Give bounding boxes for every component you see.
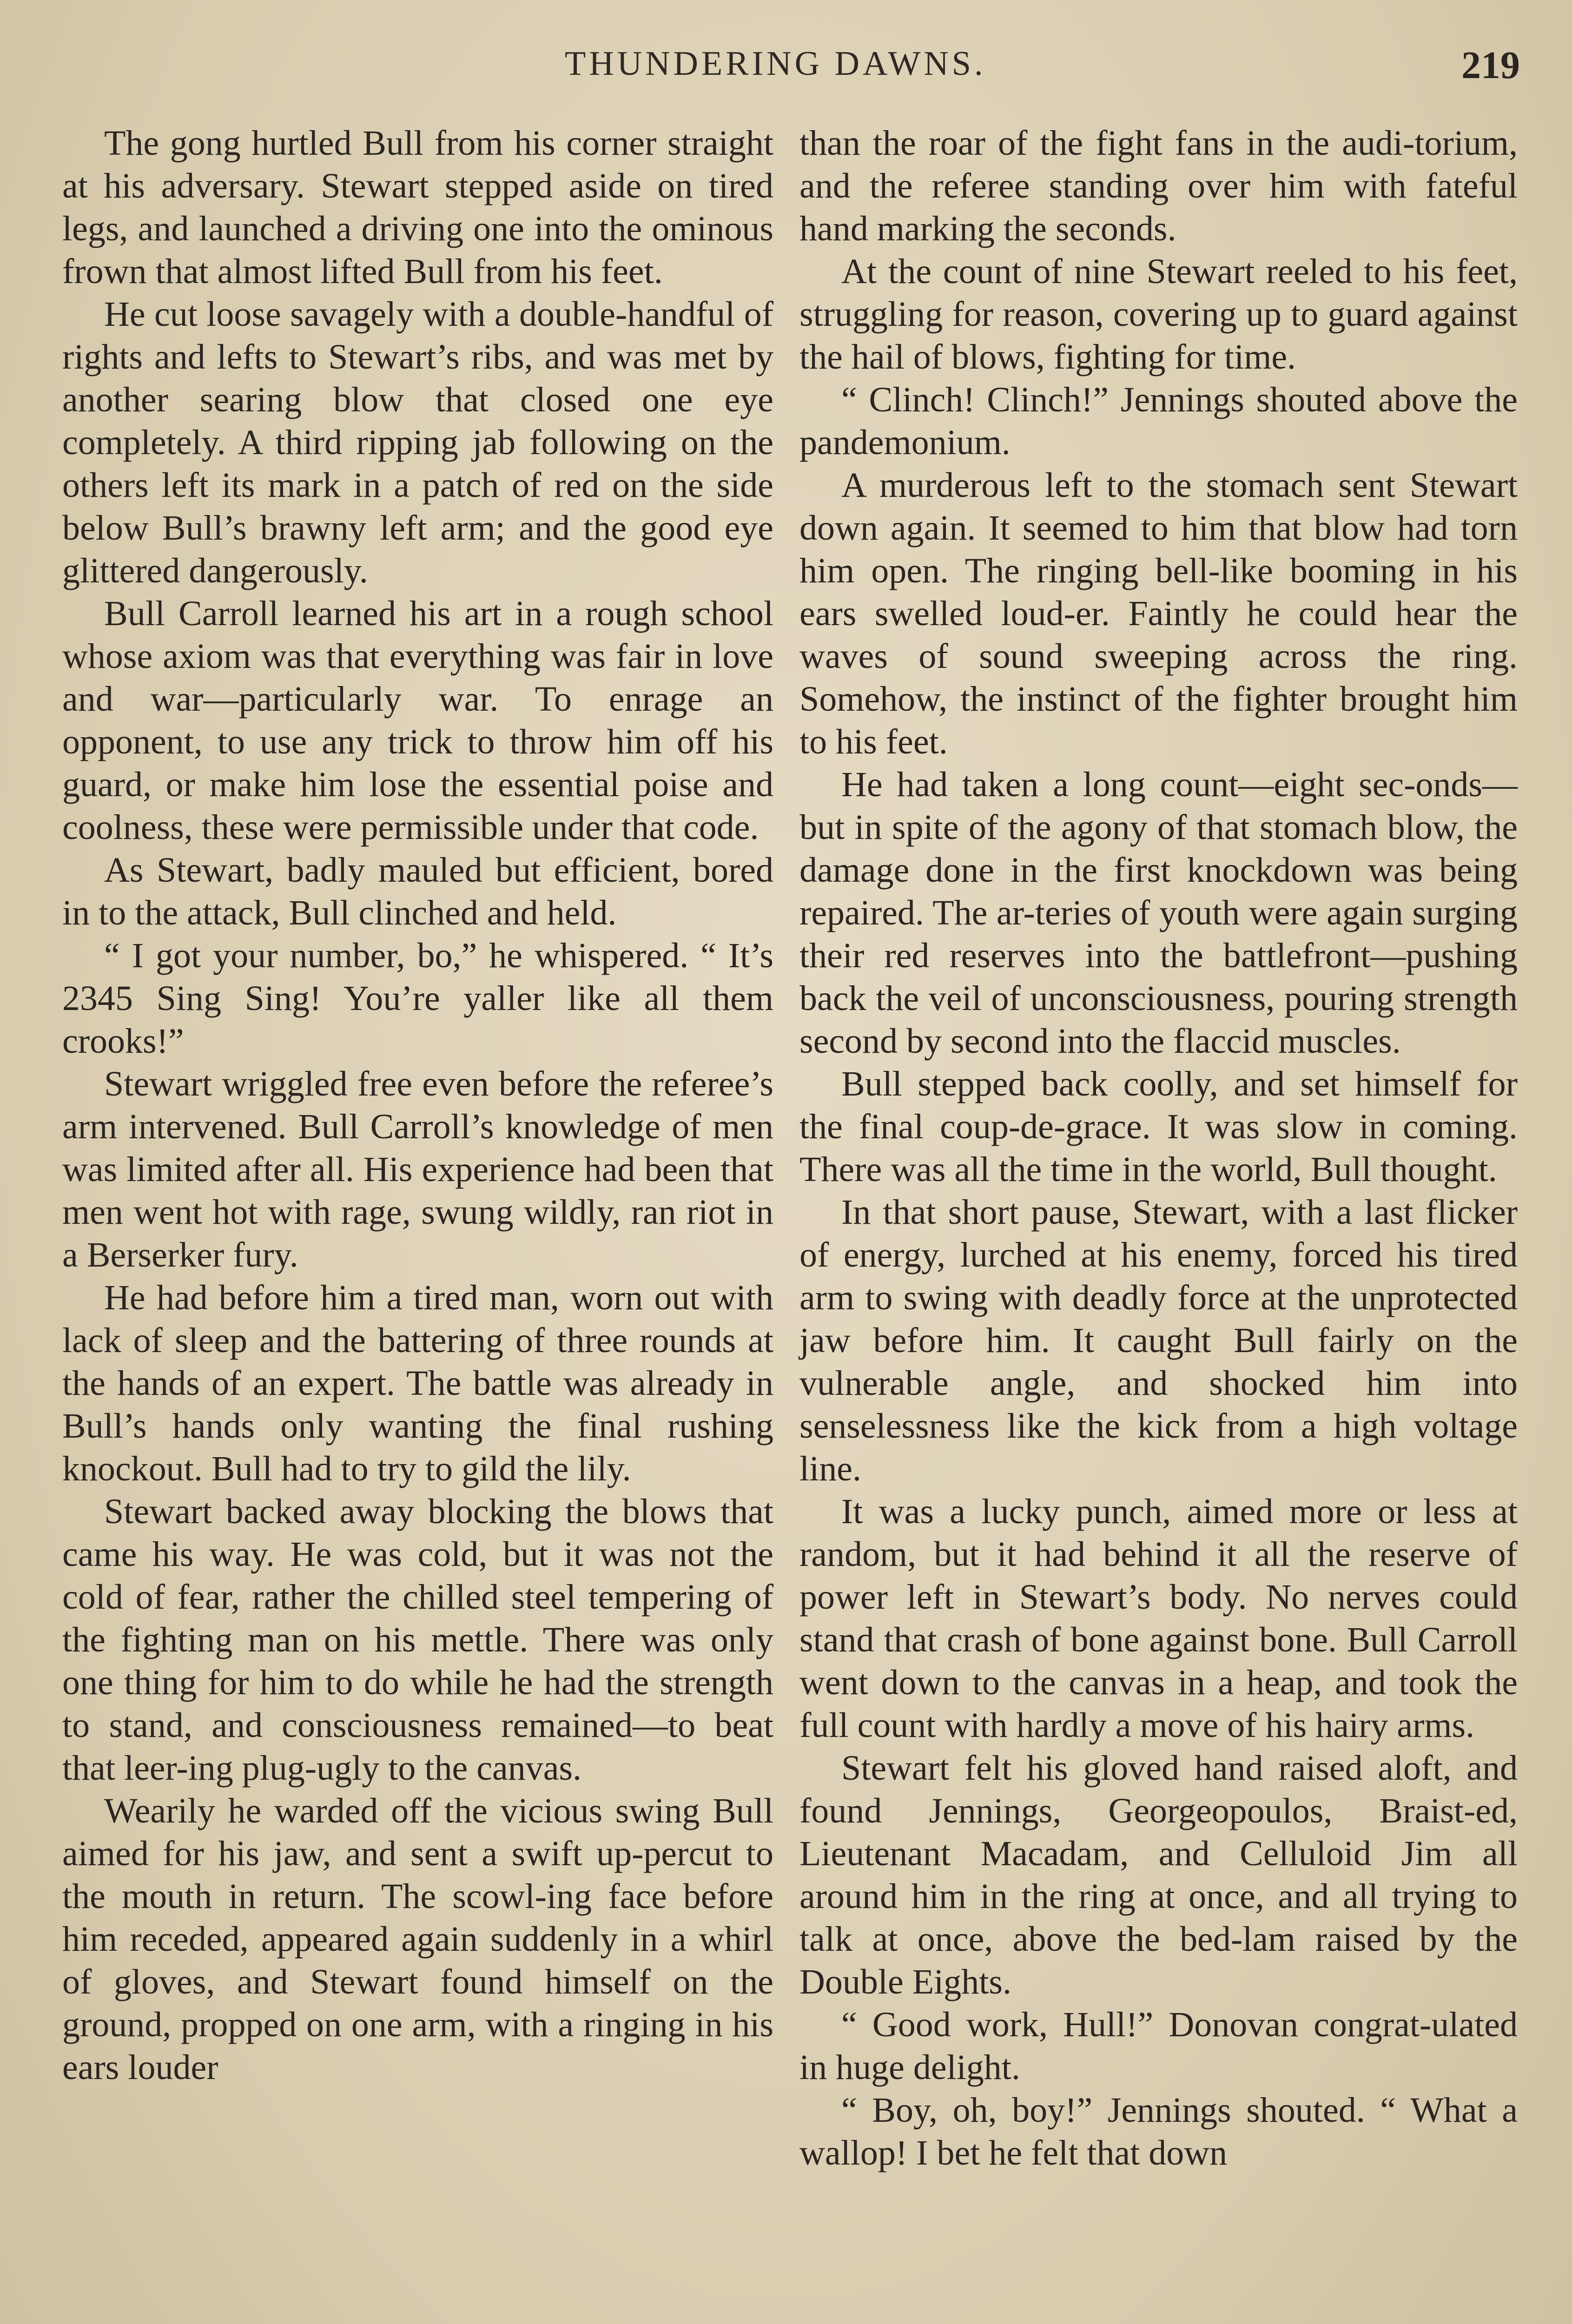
paragraph: He had before him a tired man, worn out with lack of sleep and the battering of three rounds at the hands of an expert. The battle was already in Bull’s hands only wanting the final rushing knockout. Bull had to try to gild the lily. [62,1278,773,1488]
paragraph: The gong hurtled Bull from his corner straight at his adversary. Stewart stepped aside on tired legs, and launched a driving one into the ominous frown that almost lifted Bull from his feet. [62,124,773,291]
paragraph: Stewart backed away blocking the blows that came his way. He was cold, but it was not the cold of fear, rather the chilled steel tempering of the fighting man on his mettle. There was only one thing for him to do while he had the strength to stand, and consciousness remained—to beat that leer-ing plug-ugly to the canvas. [62,1492,773,1788]
paragraph: Bull stepped back coolly, and set himself for the final coup-de-grace. It was slow in coming. There was all the time in the world, Bull thought. [799,1064,1518,1189]
paragraph: “ Good work, Hull!” Donovan congrat-ulated in huge delight. [799,2005,1518,2087]
paragraph: Stewart wriggled free even before the referee’s arm intervened. Bull Carroll’s knowledge of men was limited after all. His experience had been that men went hot with rage, swung wildly, ran riot in a Berserker fury. [62,1064,773,1274]
paragraph: than the roar of the fight fans in the audi-torium, and the referee standing over him with fateful hand marking the seconds. [799,124,1518,248]
paragraph: Wearily he warded off the vicious swing Bull aimed for his jaw, and sent a swift up-percut to the mouth in return. The scowl-ing face before him receded, appeared again suddenly in a whirl of gloves, and Stewart found himself on the ground, propped on one arm, with a ringing in his ears louder [62,1791,773,2087]
paragraph: “ I got your number, bo,” he whispered. “ It’s 2345 Sing Sing! You’re yaller like all them crooks!” [62,936,773,1061]
paragraph: As Stewart, badly mauled but efficient, bored in to the attack, Bull clinched and held. [62,851,773,932]
paragraph: He had taken a long count—eight sec-onds—but in spite of the agony of that stomach blow, the damage done in the first knockdown was being repaired. The ar-teries of youth were again surging their red reserves into the battlefront—pushing back the veil of unconsciousness, pouring strength second by second into the flaccid muscles. [799,765,1518,1061]
paragraph: “ Clinch! Clinch!” Jennings shouted above the pandemonium. [799,380,1518,462]
left-column [62,122,773,2089]
paragraph: “ Boy, oh, boy!” Jennings shouted. “ What a wallop! I bet he felt that down [799,2091,1518,2172]
paragraph: At the count of nine Stewart reeled to his feet, struggling for reason, covering up to guard against the hail of blows, fighting for time. [799,252,1518,376]
paragraph: It was a lucky punch, aimed more or less at random, but it had behind it all the reserve of power left in Stewart’s body. No nerves could stand that crash of bone against bone. Bull Carroll went down to the canvas in a heap, and took the full count with hardly a move of his hairy arms. [799,1492,1518,1745]
paragraph: In that short pause, Stewart, with a last flicker of energy, lurched at his enemy, forced his tired arm to swing with deadly force at the unprotected jaw before him. It caught Bull fairly on the vulnerable angle, and shocked him into senselessness like the kick from a high voltage line. [799,1193,1518,1488]
paragraph: He cut loose savagely with a double-handful of rights and lefts to Stewart’s ribs, and was met by another searing blow that closed one eye completely. A third ripping jab following on the others left its mark in a patch of red on the side below Bull’s brawny left arm; and the good eye glittered dangerously. [62,295,773,590]
right-column [799,122,1518,2174]
paragraph: Bull Carroll learned his art in a rough school whose axiom was that everything was fair in love and war—particularly war. To enrage an opponent, to use any trick to throw him off his guard, or make him lose the essential poise and coolness, these were permissible under that code. [62,594,773,847]
paragraph: A murderous left to the stomach sent Stewart down again. It seemed to him that blow had torn him open. The ringing bell-like booming in his ears swelled loud-er. Faintly he could hear the waves of sound sweeping across the ring. Somehow, the instinct of the fighter brought him to his feet. [799,466,1518,761]
paragraph: Stewart felt his gloved hand raised aloft, and found Jennings, Georgeopoulos, Braist-ed, Lieutenant Macadam, and Celluloid Jim all around him in the ring at once, and all trying to talk at once, above the bed-lam raised by the Double Eights. [799,1749,1518,2001]
running-title: THUNDERING DAWNS. [565,45,986,83]
page-number: 219 [1461,44,1520,87]
